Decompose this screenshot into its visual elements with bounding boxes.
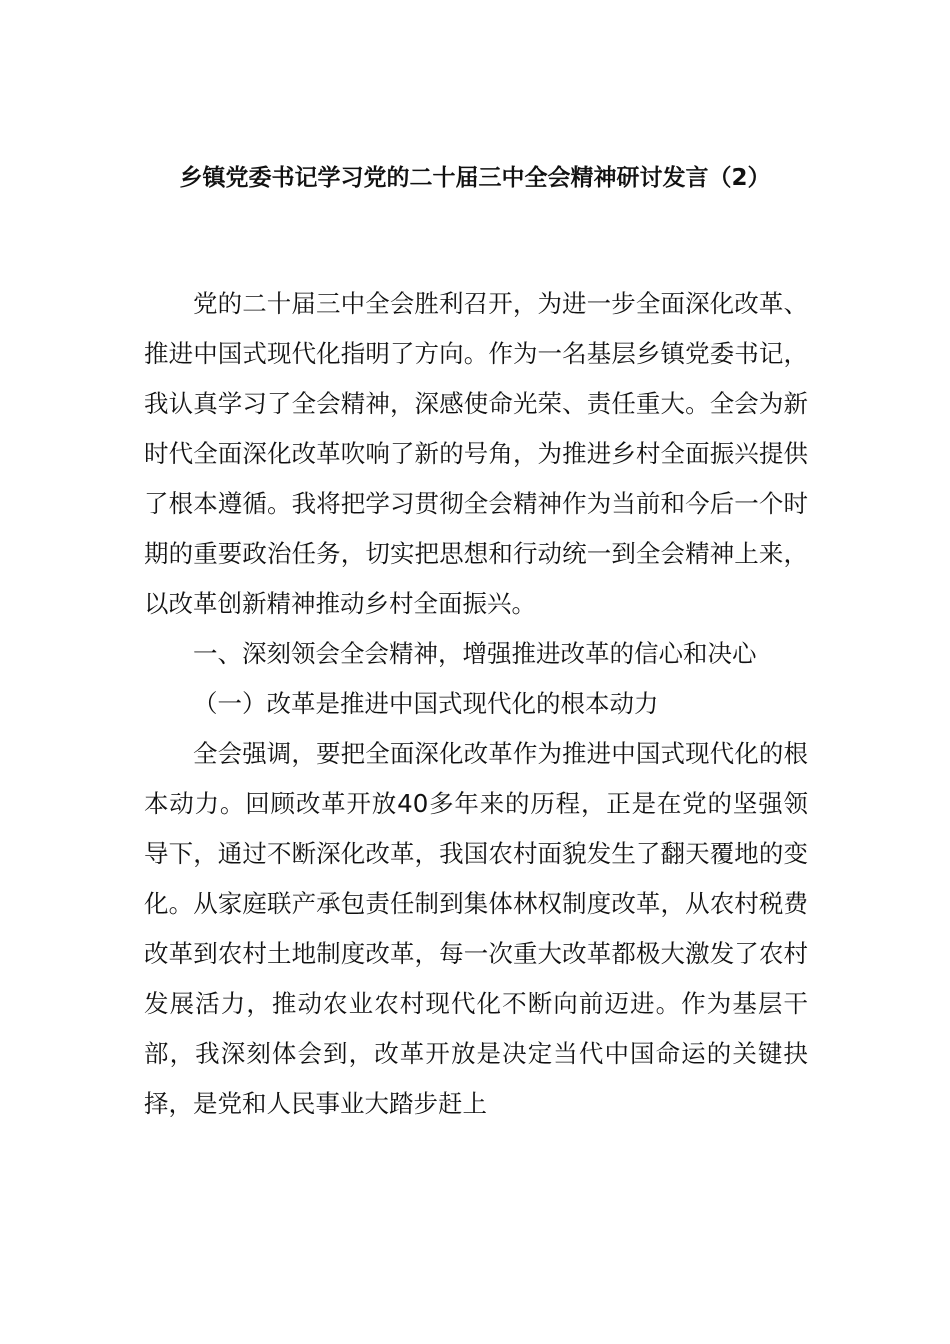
paragraph-intro: 党的二十届三中全会胜利召开，为进一步全面深化改革、推进中国式现代化指明了方向。作为一名基层乡镇党委书记，我认真学习了全会精神，深感使命光荣、责任重大。全会为新时代全面深化改革吹响了新的号角，为推进乡村全面振兴提供了根本遵循。我将把学习贯彻全会精神作为当前和今后一个时期的重要政治任务，切实把思想和行动统一到全会精神上来，以改革创新精神推动乡村全面振兴。: [144, 289, 808, 618]
paragraph-reform-motive: 全会强调，要把全面深化改革作为推进中国式现代化的根本动力。回顾改革开放40多年来的历程，正是在党的坚强领导下，通过不断深化改革，我国农村面貌发生了翻天覆地的变化。从家庭联产承包责任制到集体林权制度改革，从农村税费改革到农村土地制度改革，每一次重大改革都极大激发了农村发展活力，推动农业农村现代化不断向前迈进。作为基层干部，我深刻体会到，改革开放是决定当代中国命运的关键抉择，是党和人民事业大踏步赶上: [144, 739, 808, 1118]
subsection-heading-1: （一）改革是推进中国式现代化的根本动力: [193, 689, 659, 718]
document-title: 乡镇党委书记学习党的二十届三中全会精神研讨发言（2）: [179, 165, 771, 191]
section-heading-1: 一、深刻领会全会精神，增强推进改革的信心和决心: [193, 639, 757, 668]
document-body: [144, 279, 808, 1129]
